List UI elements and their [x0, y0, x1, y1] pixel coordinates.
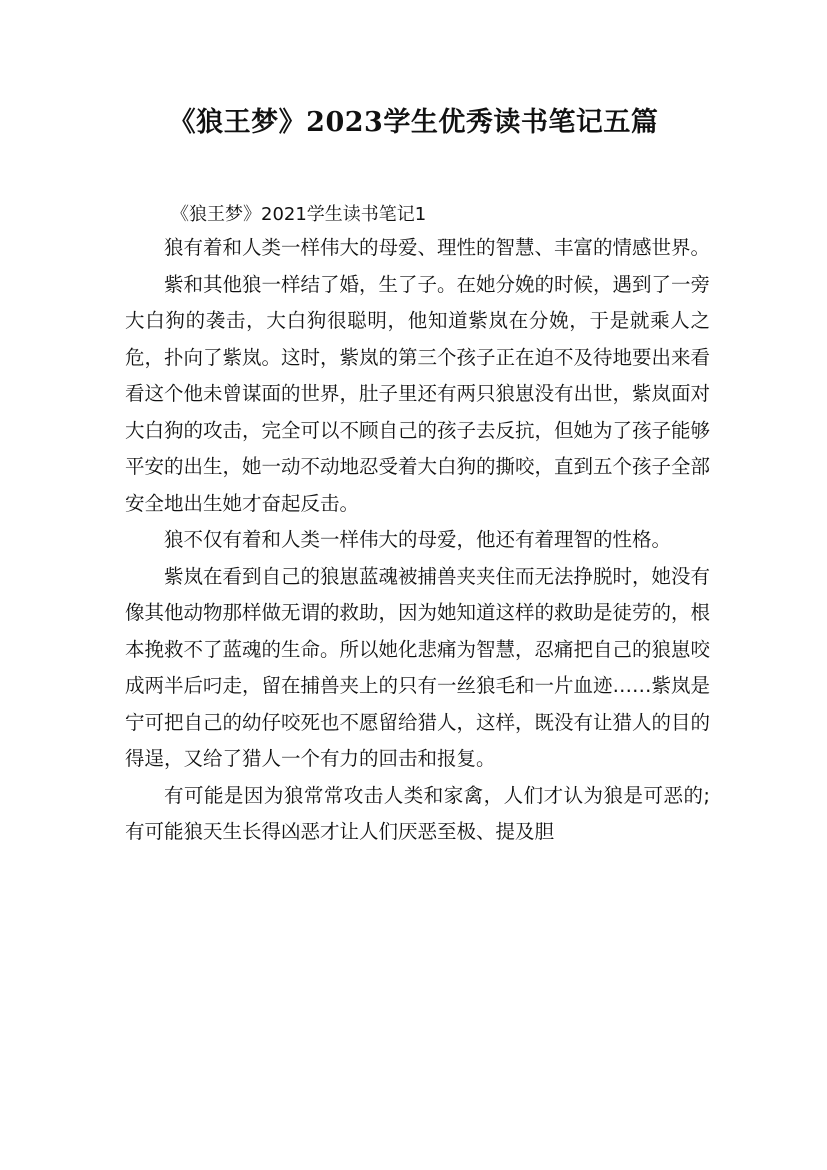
document-body — [125, 230, 710, 851]
section-heading: 《狼王梦》2021学生读书笔记1 — [171, 204, 427, 225]
paragraph: 狼不仅有着和人类一样伟大的母爱，他还有着理智的性格。 — [164, 528, 672, 551]
document-title: 《狼王梦》2023学生优秀读书笔记五篇 — [168, 107, 659, 138]
paragraph: 紫和其他狼一样结了婚，生了子。在她分娩的时候，遇到了一旁大白狗的袭击，大白狗很聪明，他知道紫岚在分娩，于是就乘人之危，扑向了紫岚。这时，紫岚的第三个孩子正在迫不及待地要出来看看这个他未曾谋面的世界，肚子里还有两只狼崽没有出世，紫岚面对大白狗的攻击，完全可以不顾自己的孩子去反抗，但她为了孩子能够平安的出生，她一动不动地忍受着大白狗的撕咬，直到五个孩子全部安全地出生她才奋起反击。 — [125, 272, 711, 515]
paragraph: 狼有着和人类一样伟大的母爱、理性的智慧、丰富的情感世界。 — [164, 236, 711, 259]
paragraph: 有可能是因为狼常常攻击人类和家禽，人们才认为狼是可恶的;有可能狼天生长得凶恶才让人们厌恶至极、提及胆 — [125, 783, 710, 843]
paragraph: 紫岚在看到自己的狼崽蓝魂被捕兽夹夹住而无法挣脱时，她没有像其他动物那样做无谓的救助，因为她知道这样的救助是徒劳的，根本挽救不了蓝魂的生命。所以她化悲痛为智慧，忍痛把自己的狼崽咬成两半后叼走，留在捕兽夹上的只有一丝狼毛和一片血迹……紫岚是宁可把自己的幼仔咬死也不愿留给猎人，这样，既没有让猎人的目的得逞，又给了猎人一个有力的回击和报复。 — [125, 564, 711, 770]
